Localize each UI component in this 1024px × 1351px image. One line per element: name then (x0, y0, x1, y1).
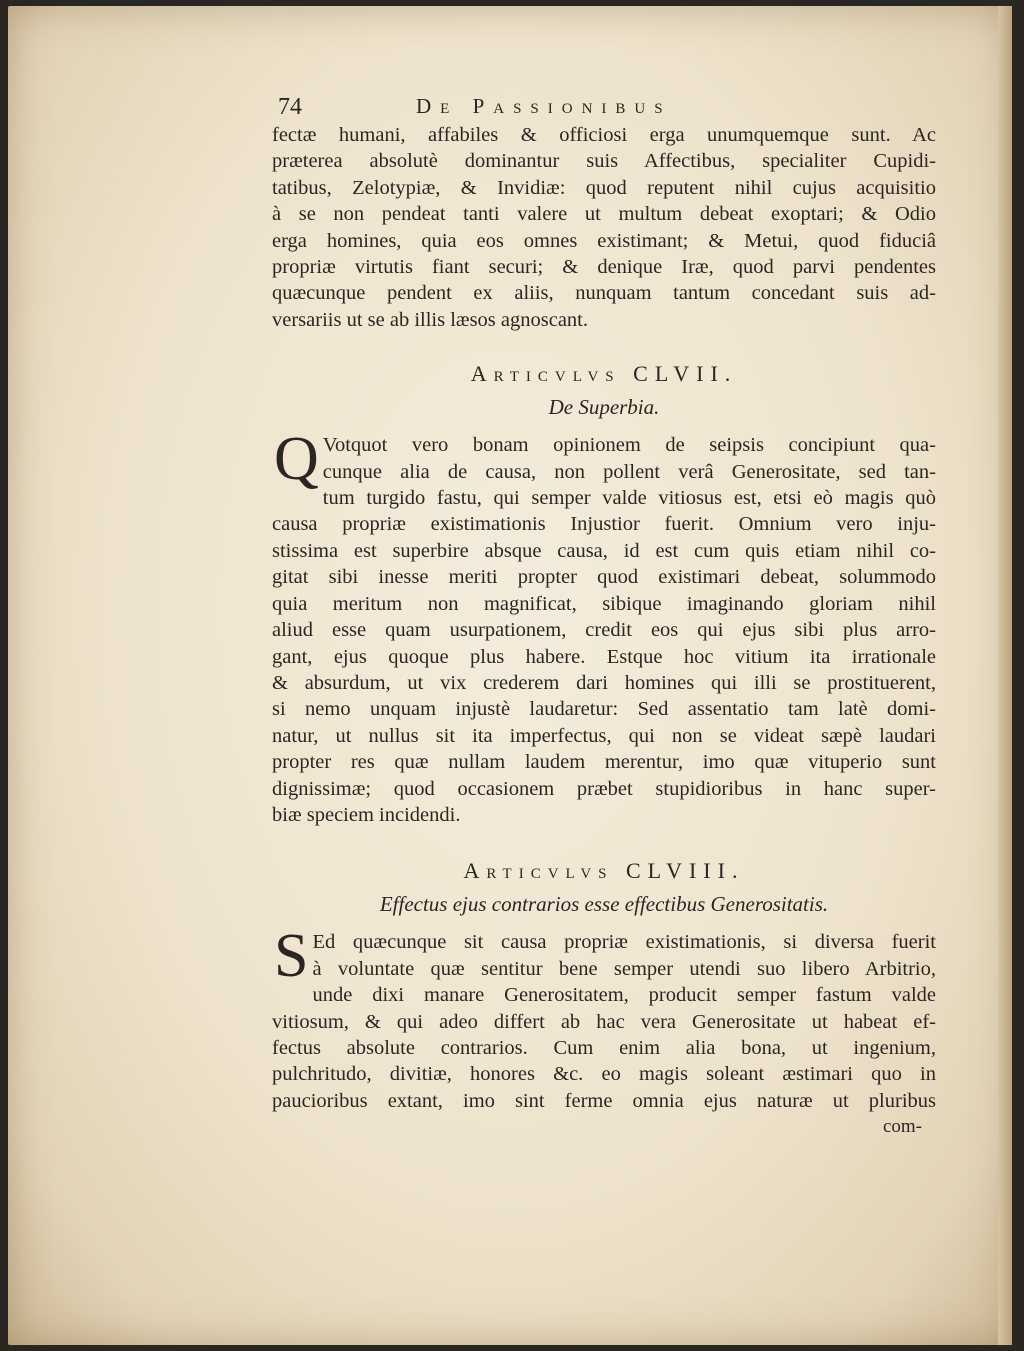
text-line: præterea absolutè dominantur suis Affectibus, specialiter Cupidi- (272, 150, 936, 173)
catchword: com- (882, 1116, 922, 1138)
article-158-paragraph (272, 922, 936, 1114)
text-line: gitat sibi inesse meriti propter quod existimari debeat, solummodo (272, 566, 936, 589)
text-line: fectus absolute contrarios. Cum enim alia bona, ut ingenium, (272, 1036, 936, 1059)
article-157-paragraph (272, 425, 936, 828)
text-line: si nemo unquam injustè laudaretur: Sed assentatio tam latè domi- (272, 698, 936, 721)
drop-cap: S (274, 922, 309, 991)
text-line: erga homines, quia eos omnes existimant; & Metui, quod fiduciâ (272, 229, 936, 252)
text-line: biæ speciem incidendi. (272, 803, 461, 826)
text-line: tum turgido fastu, qui semper valde vitiosus est, etsi eò magis quò (322, 487, 936, 510)
drop-cap: Q (274, 425, 319, 494)
article-heading: Articvlvs CLVII. (470, 361, 738, 387)
text-line: paucioribus extant, imo sint ferme omnia ejus naturæ ut pluribus (272, 1089, 936, 1112)
text-line: vitiosum, & qui adeo differt ab hac vera Generositate ut habeat ef- (272, 1010, 936, 1033)
text-line: stissima est superbire absque causa, id est cum quis etiam nihil co- (272, 539, 936, 562)
text-line: causa propriæ existimationis Injustior fuerit. Omnium vero inju- (272, 513, 936, 536)
text-line: gant, ejus quoque plus habere. Estque hoc vitium ita irrationale (272, 645, 936, 668)
text-line: & absurdum, ut vix crederem dari homines qui illi se prostituerent, (272, 671, 936, 694)
text-line: à voluntate quæ sentitur bene semper utendi suo libero Arbitrio, (312, 957, 936, 980)
running-title: De Passionibus (416, 94, 672, 118)
text-line: propter res quæ nullam laudem merentur, imo quæ vituperio sunt (272, 751, 936, 774)
text-line: Votquot vero bonam opinionem de seipsis concipiunt qua- (322, 434, 936, 457)
page-number: 74 (278, 94, 302, 120)
text-line: propriæ virtutis fiant securi; & denique Iræ, quod parvi pendentes (272, 256, 936, 279)
text-line: tatibus, Zelotypiæ, & Invidiæ: quod reputent nihil cujus acquisitio (272, 176, 936, 199)
intro-paragraph (272, 122, 936, 333)
page-edge (998, 6, 1012, 1345)
article-heading: Articvlvs CLVIII. (463, 858, 745, 884)
text-line: pulchritudo, divitiæ, honores &c. eo magis soleant æstimari quo in (272, 1063, 936, 1086)
text-line: cunque alia de causa, non pollent verâ Generositate, sed tan- (322, 460, 936, 483)
text-line: unde dixi manare Generositatem, producit semper fastum valde (312, 984, 936, 1007)
book-page (8, 6, 1012, 1345)
page-content (272, 92, 936, 1138)
running-head (272, 92, 936, 122)
text-line: natur, ut nullus sit ita imperfectus, qui non se videat sæpè laudari (272, 724, 936, 747)
text-line: Ed quæcunque sit causa propriæ existimationis, si diversa fuerit (312, 931, 936, 954)
text-line: à se non pendeat tanti valere ut multum debeat exoptari; & Odio (272, 203, 936, 226)
text-line: quia meritum non magnificat, sibique imaginando gloriam nihil (272, 592, 936, 615)
text-line: versariis ut se ab illis læsos agnoscant. (272, 308, 588, 331)
text-line: fectæ humani, affabiles & officiosi erga unumquemque sunt. Ac (272, 124, 936, 146)
text-line: dignissimæ; quod occasionem præbet stupidioribus in hanc super- (272, 777, 936, 800)
text-line: aliud esse quam usurpationem, credit eos qui ejus sibi plus arro- (272, 619, 936, 642)
text-line: quæcunque pendent ex aliis, nunquam tantum concedant suis ad- (272, 282, 936, 305)
article-subheading: Effectus ejus contrarios esse effectibus Generositatis. (379, 892, 829, 917)
article-subheading: De Superbia. (548, 395, 660, 420)
